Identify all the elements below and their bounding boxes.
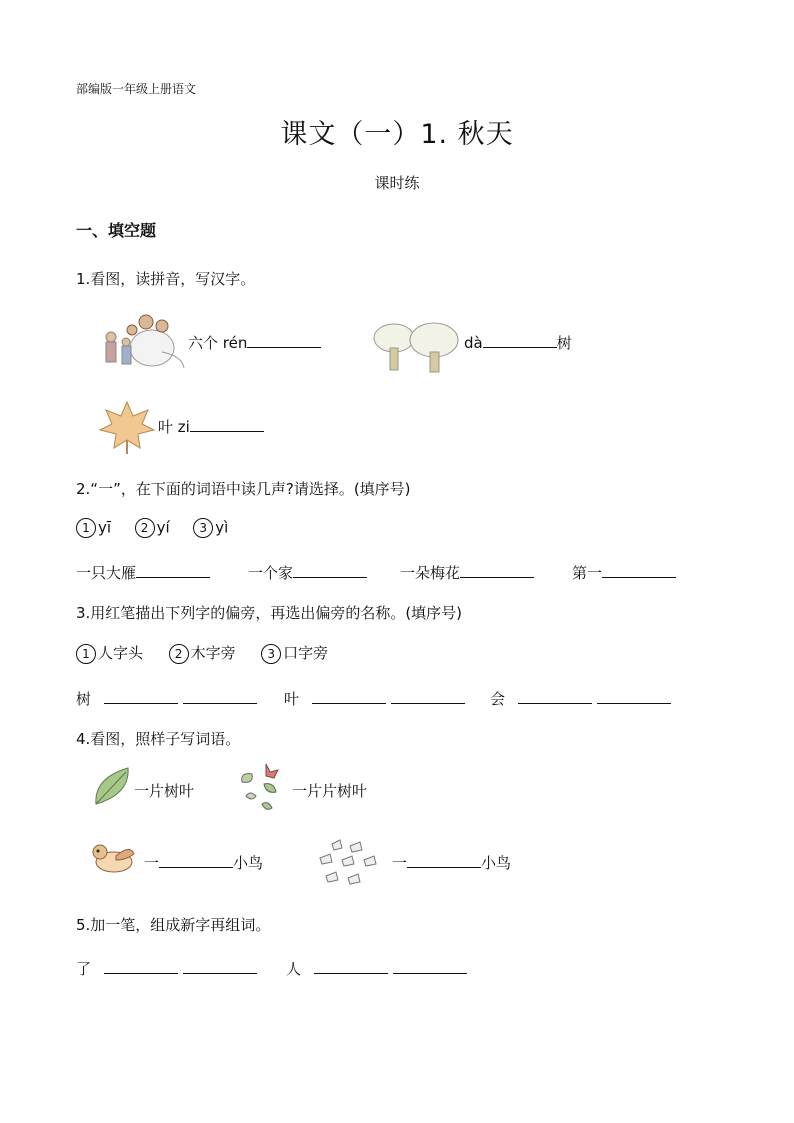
answer-blank[interactable] — [136, 563, 210, 578]
q2-word: 第一 — [572, 564, 603, 582]
answer-blank[interactable] — [104, 689, 178, 704]
q2-word: 一只大雁 — [76, 564, 137, 582]
question-3-prompt: 3.用红笔描出下列字的偏旁，再选出偏旁的名称。(填序号) — [76, 604, 463, 622]
q2-word: 一朵梅花 — [400, 564, 461, 582]
option-number: 1 — [76, 518, 96, 538]
option-label: 口字旁 — [283, 644, 329, 662]
q1-item-2-text: dà — [464, 334, 483, 352]
answer-blank[interactable] — [293, 563, 367, 578]
answer-blank[interactable] — [183, 959, 257, 974]
q1-item-1-text: 六个 rén — [188, 334, 248, 352]
q1-item-3-text: 叶 zi — [158, 418, 190, 436]
question-1-prompt: 1.看图，读拼音，写汉字。 — [76, 270, 256, 288]
answer-blank[interactable] — [159, 853, 233, 868]
q3-options — [76, 642, 328, 664]
q4-prefix: 一 — [392, 854, 408, 872]
q4-suffix: 小鸟 — [233, 854, 264, 872]
answer-blank[interactable] — [190, 417, 264, 432]
q3-char-2 — [284, 688, 465, 709]
document-header: 部编版一年级上册语文 — [76, 82, 197, 96]
q1-item-1 — [188, 332, 321, 353]
trees-illustration — [370, 318, 460, 374]
q4-fill-1 — [144, 852, 263, 873]
bird-illustration — [88, 838, 138, 878]
answer-blank[interactable] — [183, 689, 257, 704]
q2-word-2 — [248, 562, 367, 583]
q3-char: 树 — [76, 690, 92, 708]
people-illustration — [92, 312, 186, 376]
q3-char-1 — [76, 688, 257, 709]
q4-example-2: 一片片树叶 — [292, 782, 368, 800]
option-number: 1 — [76, 644, 96, 664]
section-heading: 一、填空题 — [76, 221, 157, 240]
answer-blank[interactable] — [391, 689, 465, 704]
many-birds-illustration — [312, 836, 382, 892]
option-number: 3 — [193, 518, 213, 538]
q3-char: 会 — [490, 690, 506, 708]
question-5-prompt: 5.加一笔，组成新字再组词。 — [76, 916, 271, 934]
single-leaf-illustration — [92, 764, 132, 808]
many-leaves-illustration — [236, 760, 284, 816]
q1-item-2 — [464, 332, 572, 353]
option-number: 2 — [169, 644, 189, 664]
answer-blank[interactable] — [247, 333, 321, 348]
option-label: yí — [156, 518, 170, 537]
leaf-illustration — [98, 400, 156, 454]
answer-blank[interactable] — [312, 689, 386, 704]
q4-suffix: 小鸟 — [481, 854, 512, 872]
question-2-prompt: 2.“一”，在下面的词语中读几声?请选择。(填序号) — [76, 480, 411, 498]
q5-char: 人 — [286, 960, 302, 978]
q3-char-3 — [490, 688, 671, 709]
option-label: yì — [215, 518, 229, 537]
question-4-prompt: 4.看图，照样子写词语。 — [76, 730, 241, 748]
q2-word: 一个家 — [248, 564, 294, 582]
q4-fill-2 — [392, 852, 511, 873]
answer-blank[interactable] — [393, 959, 467, 974]
option-number: 3 — [261, 644, 281, 664]
option-number: 2 — [135, 518, 155, 538]
answer-blank[interactable] — [407, 853, 481, 868]
answer-blank[interactable] — [602, 563, 676, 578]
q2-word-1 — [76, 562, 210, 583]
option-label: yī — [98, 518, 112, 537]
q3-char: 叶 — [284, 690, 300, 708]
q1-item-2-suffix: 树 — [556, 334, 572, 352]
q2-word-4 — [572, 562, 676, 583]
answer-blank[interactable] — [518, 689, 592, 704]
q5-char-1 — [76, 958, 257, 979]
q1-item-3 — [158, 416, 264, 437]
page-title: 课文（一）1. 秋天 — [280, 119, 514, 150]
q5-char: 了 — [76, 960, 92, 978]
answer-blank[interactable] — [460, 563, 534, 578]
q2-options — [76, 518, 228, 538]
answer-blank[interactable] — [104, 959, 178, 974]
option-label: 木字旁 — [190, 644, 236, 662]
option-label: 人字头 — [98, 644, 144, 662]
page-subtitle: 课时练 — [374, 174, 420, 192]
q5-char-2 — [286, 958, 467, 979]
answer-blank[interactable] — [597, 689, 671, 704]
q4-prefix: 一 — [144, 854, 160, 872]
q4-example-1: 一片树叶 — [134, 782, 195, 800]
answer-blank[interactable] — [483, 333, 557, 348]
q2-word-3 — [400, 562, 534, 583]
answer-blank[interactable] — [314, 959, 388, 974]
